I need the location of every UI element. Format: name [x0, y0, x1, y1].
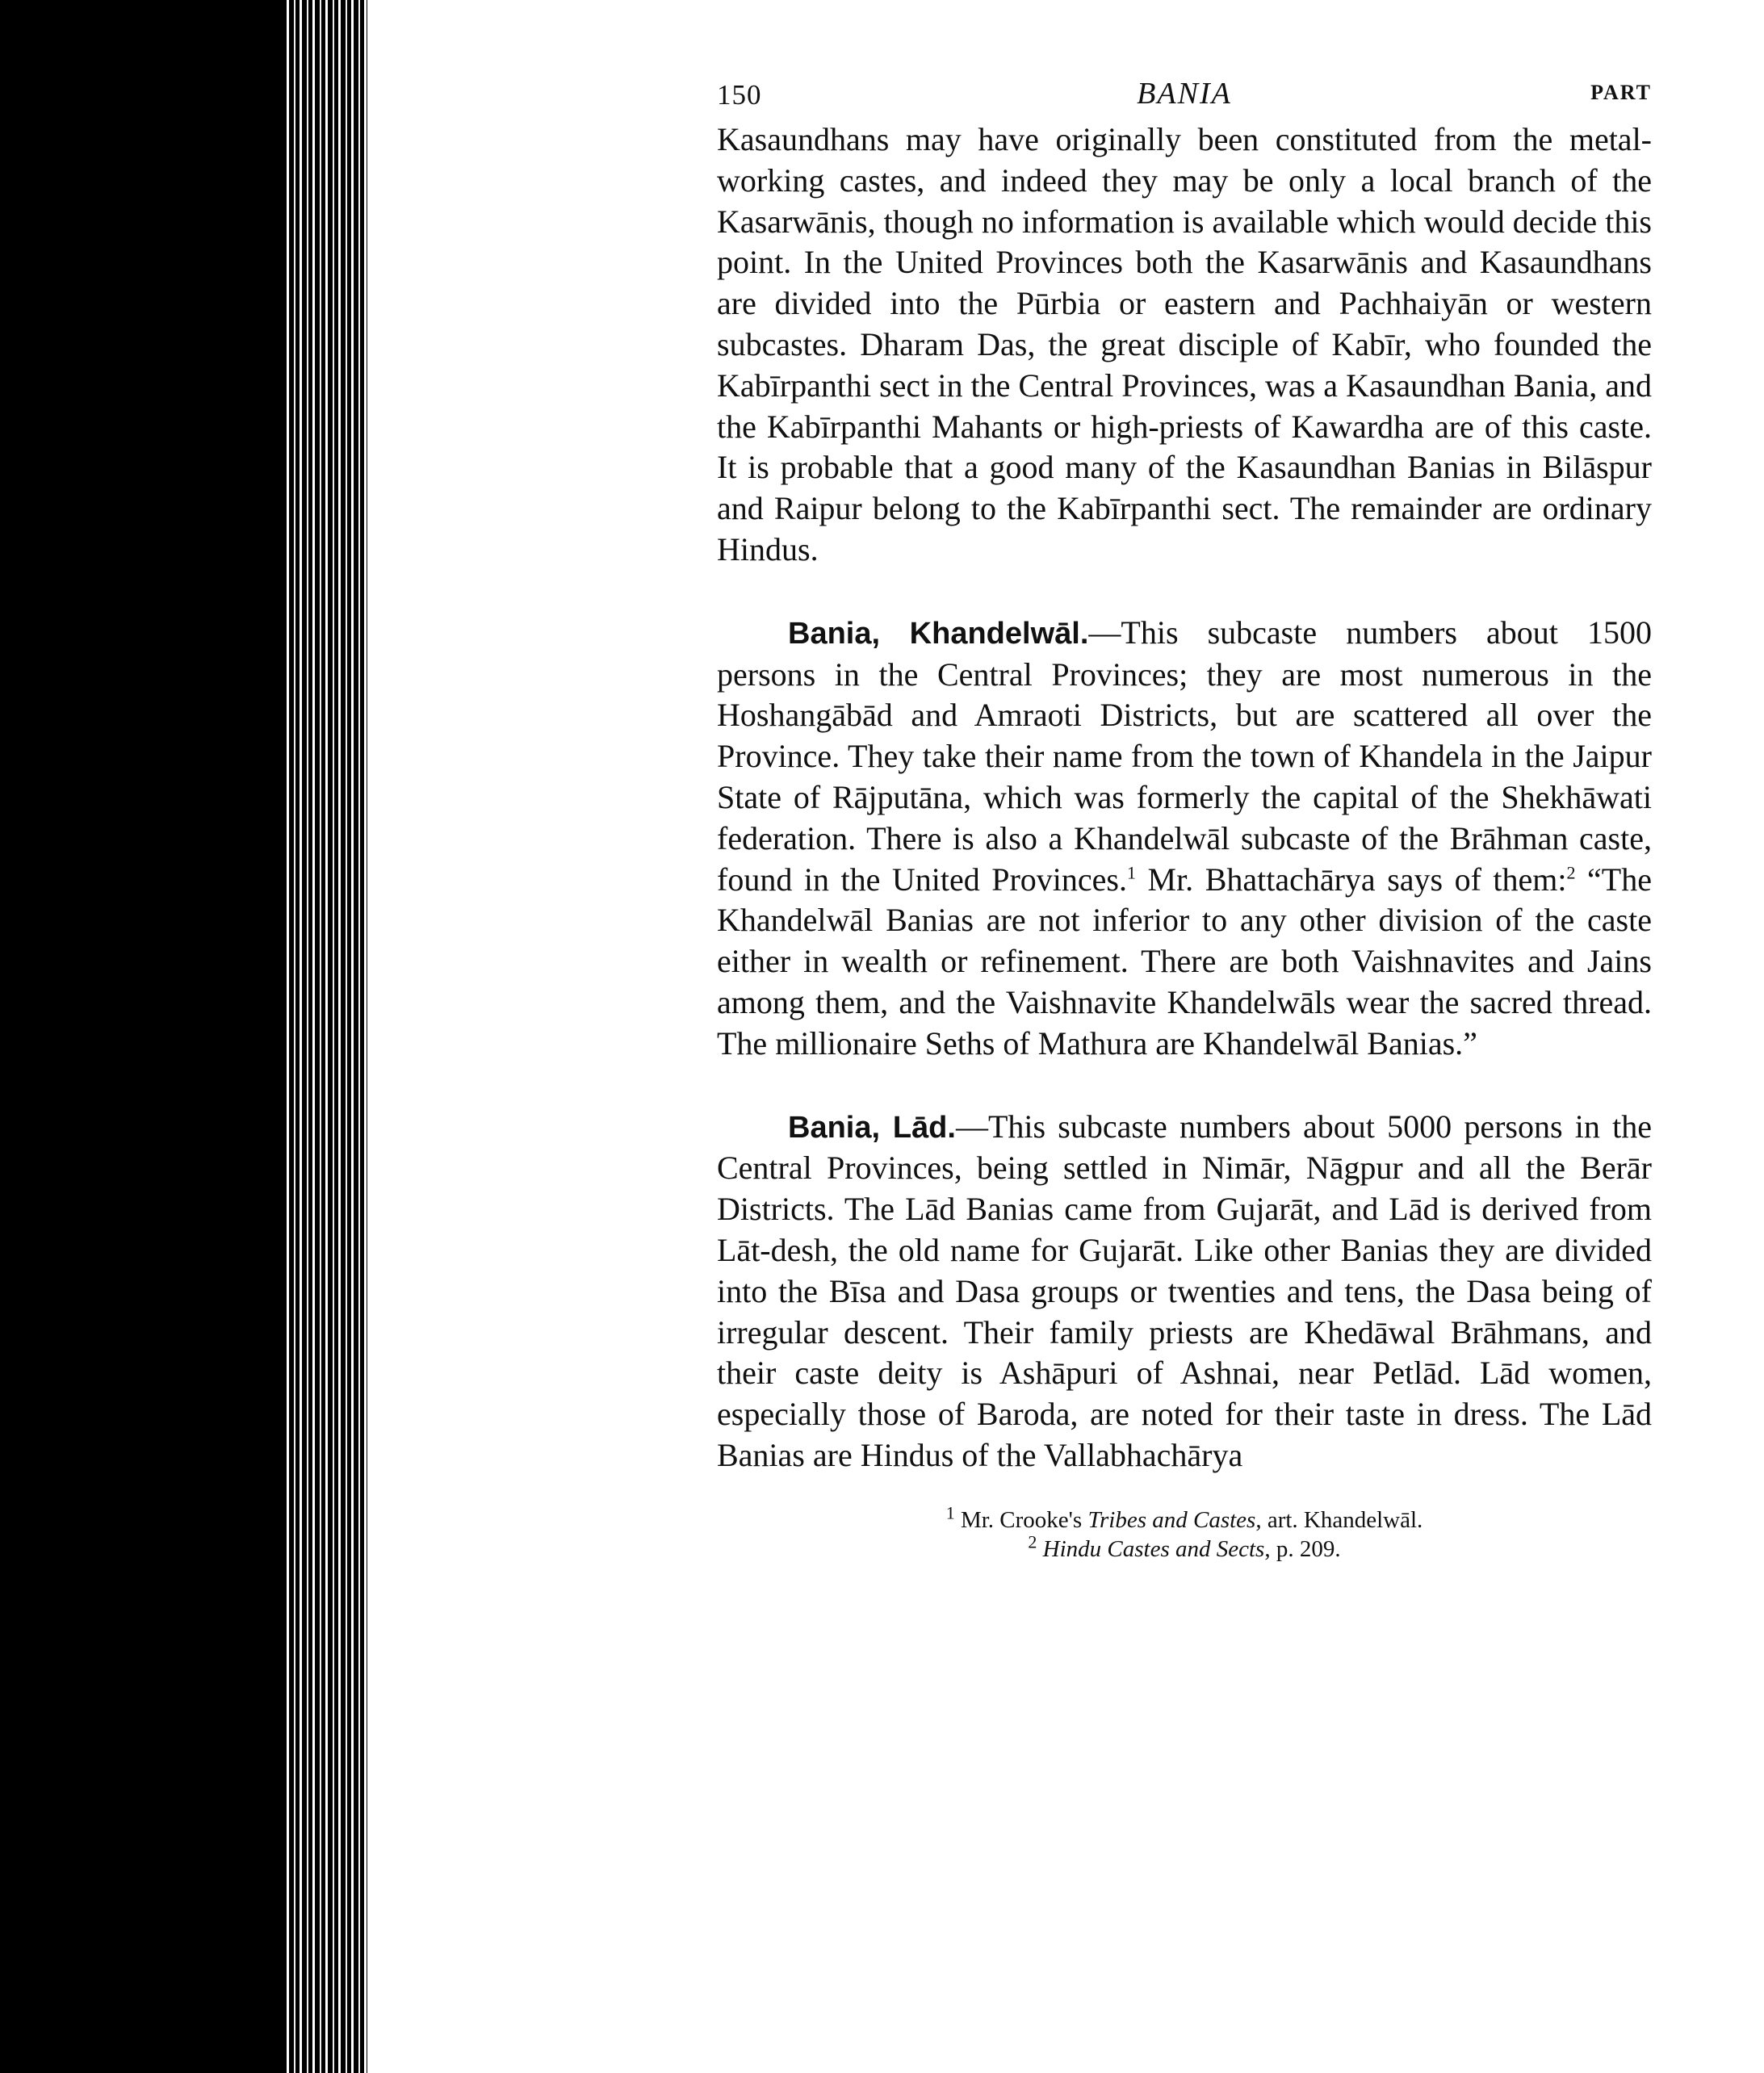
- text-line: Kasaundhans may have originally been constituted from the: [717, 121, 1569, 157]
- running-title: BANIA: [1137, 77, 1232, 111]
- text-line: which would decide this point. In the United Provinces: [717, 203, 1653, 281]
- text-line: Hindus.: [717, 530, 819, 567]
- paragraph-khandelwal: Bania, Khandelwāl.—This subcaste numbers about 1500 persons in the Central Provinces; they are most numerous in the Hoshangābād and Amraoti Districts, but are scattered all over the Province. They take their name from the town of Khandela in the Jaipur State of Rājputāna, which was formerly the capital of the Shekhāwati federation. There is also a Khandelwāl subcaste of the Brāhman caste, found in the United Provinces.$^1$ Mr. Bhattachārya says of them:$^2$ “The Khandelwāl Banias are not inferior to any other division of the caste either in wealth or refinement. There are both Vaishnavites and Jains among them, and the Vaishnavite Khandelwāls wear the sacred thread. The millionaire Seths of Mathura are Khandelwāl Banias.”: [717, 614, 1652, 1062]
- text-line: Pūrbia or eastern and Pachhaiyān or western subcastes.: [717, 285, 1652, 362]
- section-heading-lad: Bania, Lād.: [788, 1110, 956, 1145]
- text-line: branch of the Kasarwānis, though no information is available: [717, 161, 1653, 240]
- text-line: both the Kasarwānis and Kasaundhans are divided into the: [717, 244, 1652, 322]
- binding-gutter: [0, 0, 367, 2073]
- text-line: many of the Kasaundhan Banias in Bilāspur and Raipur: [717, 449, 1652, 527]
- text-line: belong to the Kabīrpanthi sect. The remainder are ordinary: [872, 490, 1652, 527]
- text-line: Bania, and the Kabīrpanthi Mahants or high-priests of: [717, 366, 1652, 445]
- running-header: [717, 71, 1652, 119]
- book-page: [717, 71, 1652, 1564]
- footnote-ref-2: 2: [1566, 862, 1576, 883]
- footnotes: [717, 1502, 1652, 1564]
- section-heading-khandelwal: Bania, Khandelwāl.: [788, 616, 1089, 651]
- text-line: Dharam Das, the great disciple of Kabīr, who founded the: [860, 325, 1652, 362]
- footnote-1: $^1$ Mr. Crooke's Tribes and Castes, art. Khandelwāl.: [945, 1502, 1423, 1533]
- paragraph-lad: Bania, Lād.—This subcaste numbers about 5000 persons in the Central Provinces, being settled in Nimār, Nāgpur and all the Berār Districts. The Lād Banias came from Gujarāt, and Lād is derived from Lāt-desh, the old name for Gujarāt. Like other Banias they are divided into the Bīsa and Dasa groups or twenties and tens, the Dasa being of irregular descent. Their family priests are Khedāwal Brāhmans, and their caste deity is Ashāpuri of Ashnai, near Petlād. Lād women, especially those of Baroda, are noted for their taste in dress. The Lād Banias are Hindus of the Vallabhachārya: [717, 1108, 1652, 1473]
- footnote-2: $^2$ Hindu Castes and Sects, p. 209.: [1028, 1531, 1341, 1562]
- page-number: 150: [717, 79, 762, 111]
- section-label: PART: [1590, 81, 1652, 104]
- text-line: metal-working castes, and indeed they may be only a local: [717, 121, 1652, 199]
- page-edge-stripes: [283, 0, 367, 2073]
- footnote-ref-1: 1: [1126, 862, 1136, 883]
- paragraph-kasaundhan: [717, 119, 1652, 571]
- text-line: Kabīrpanthi sect in the Central Provinces, was a Kasaundhan: [717, 366, 1514, 404]
- text-line: Kawardha are of this caste. It is probable that a good: [717, 408, 1652, 486]
